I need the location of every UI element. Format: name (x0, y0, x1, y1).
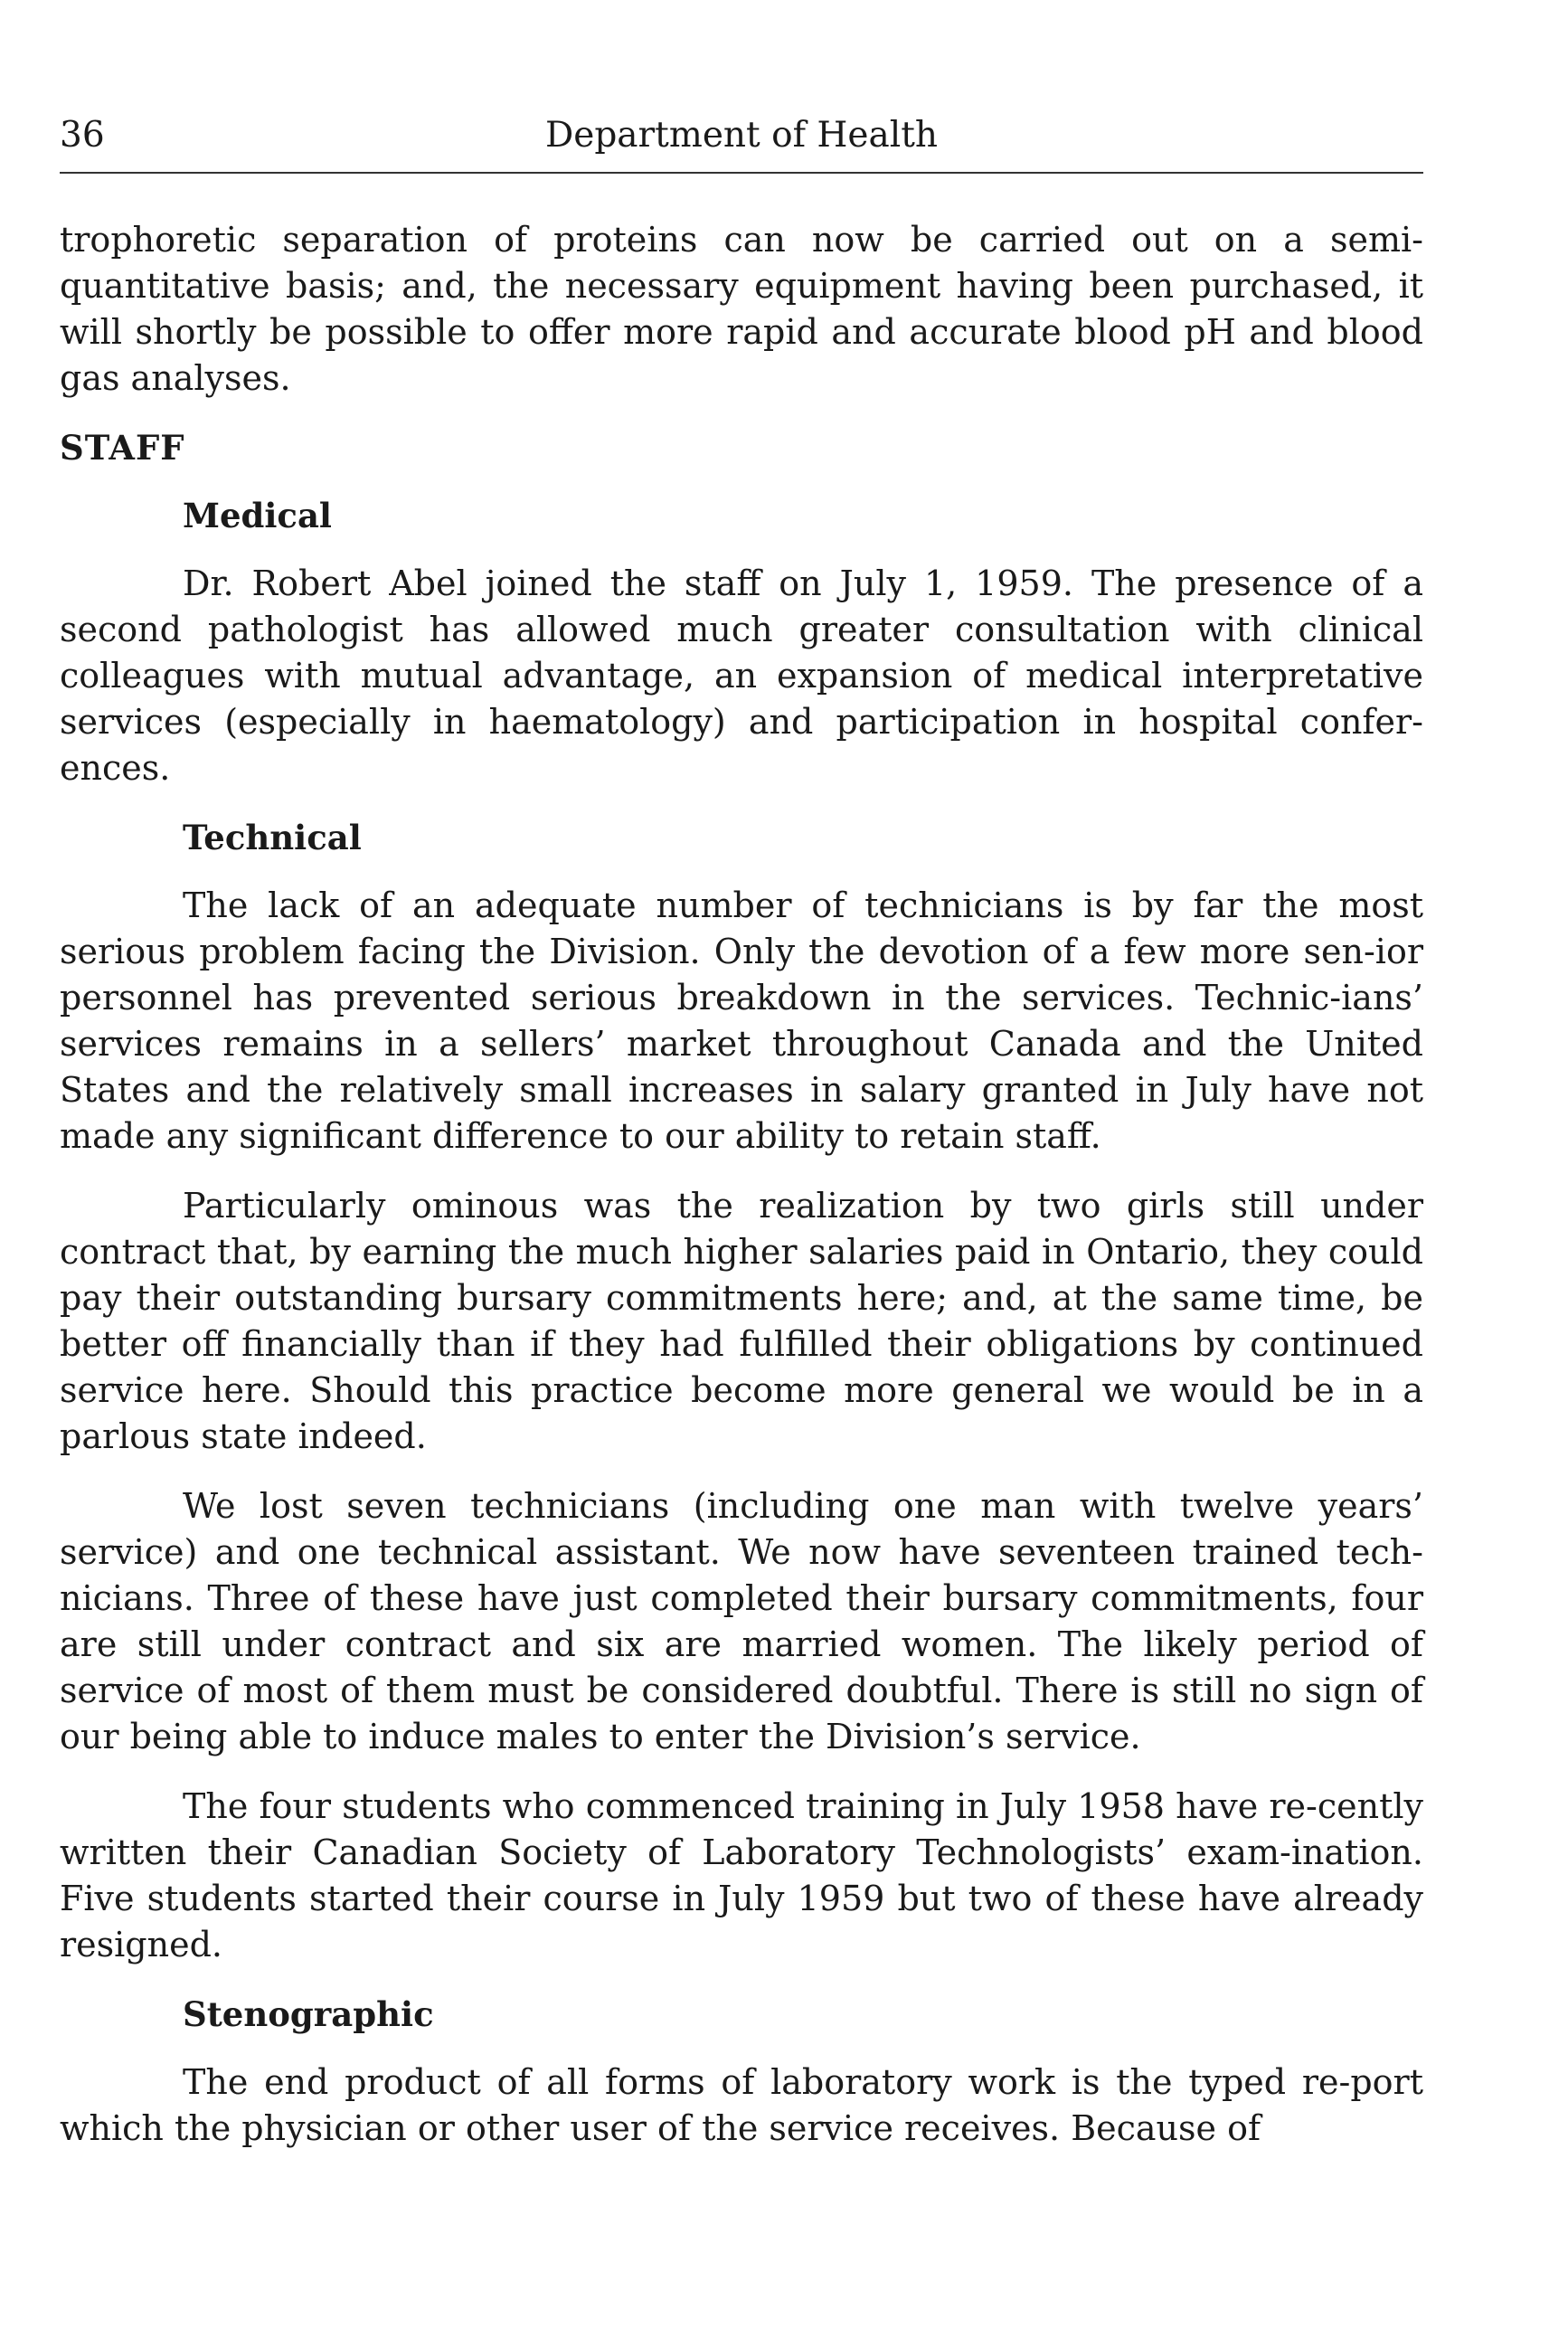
page-header (60, 110, 1423, 161)
section-heading-staff: STAFF (60, 428, 185, 468)
page-number: 36 (60, 115, 105, 156)
paragraph-technical-3: We lost seven technicians (including one man with twelve years’ service) and one technical assistant. We now have seventeen trained tech-nicians. Three of these have just completed their bursary commitments, four are still under contract and six are married women. The likely period of service of most of them must be considered doubtful. There is still no sign of our being able to induce males to enter the Division’s service. (60, 1486, 1423, 1756)
running-title: Department of Health (544, 115, 939, 156)
subsection-heading-technical: Technical (183, 818, 362, 857)
paragraph-continued: trophoretic separation of proteins can now be carried out on a semi-quantitative basis; and, the necessary equipment having been purchased, it will shortly be possible to offer more rapid and accurate blood pH and blood gas analyses. (60, 220, 1423, 398)
paragraph-technical-1: The lack of an adequate number of technicians is by far the most serious problem facing the Division. Only the devotion of a few more sen-ior personnel has prevented serious breakdown in the services. Technic-ians’ services remains in a sellers’ market throughout Canada and the United States and the relatively small increases in salary granted in July have not made any significant difference to our ability to retain staff. (60, 885, 1423, 1156)
header-rule (60, 172, 1423, 174)
subsection-heading-stenographic: Stenographic (183, 1994, 434, 2034)
paragraph-medical: Dr. Robert Abel joined the staff on July 1, 1959. The presence of a second pathologist has allowed much greater consultation with clinical colleagues with mutual advantage, an expansion of medical interpretative services (especially in haematology) and participation in hospital confer-ences. (60, 563, 1423, 788)
paragraph-stenographic: The end product of all forms of laboratory work is the typed re-port which the physician or other user of the service receives. Because of (60, 2062, 1423, 2148)
paragraph-technical-2: Particularly ominous was the realization by two girls still under contract that, by earning the much higher salaries paid in Ontario, they could pay their outstanding bursary commitments here; and, at the same time, be better off financially than if they had fulfilled their obligations by continued service here. Should this practice become more general we would be in a parlous state indeed. (60, 1186, 1423, 1456)
subsection-heading-medical: Medical (183, 496, 332, 535)
body-text (60, 217, 1423, 2175)
paragraph-technical-4: The four students who commenced training in July 1958 have re-cently written their Canadian Society of Laboratory Technologists’ exam-ination. Five students started their course in July 1959 but two of these have already resigned. (60, 1786, 1423, 1965)
